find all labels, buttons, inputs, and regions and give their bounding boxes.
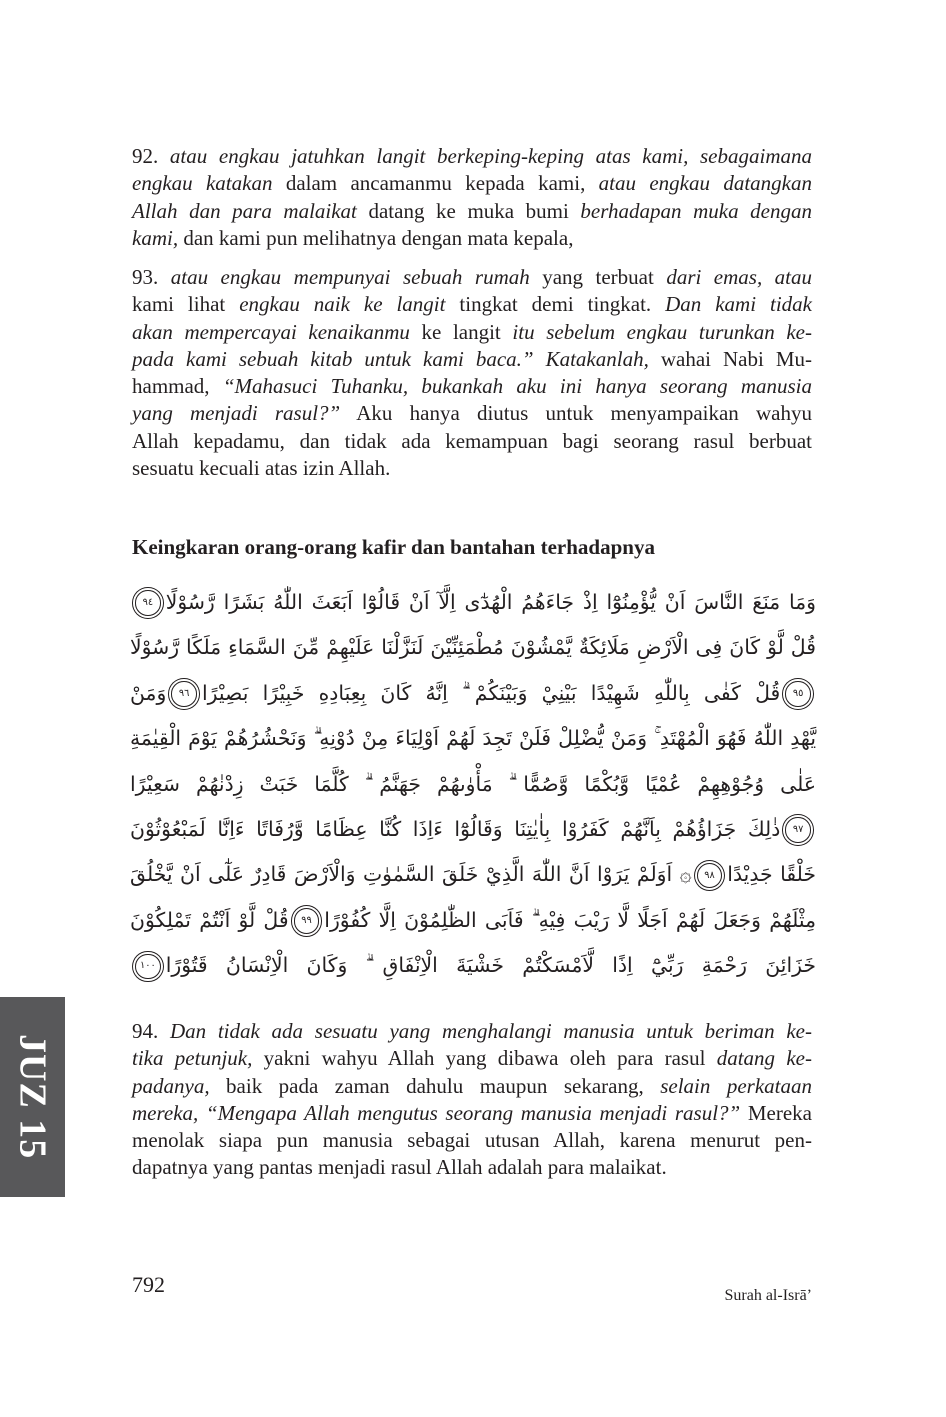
text-line <box>132 170 812 197</box>
text-line <box>132 198 812 225</box>
text: baik pada zaman dahulu maupun sekarang, <box>209 1073 661 1098</box>
arabic-text: قُلْ لَّوْ اَنْتُمْ تَمْلِكُوْنَ <box>130 907 289 932</box>
text-line <box>132 264 812 291</box>
arabic-line <box>130 852 816 897</box>
arabic-line <box>130 807 816 852</box>
italic-text: tika petunjuk, <box>132 1046 253 1071</box>
text-line <box>132 319 812 346</box>
text: ke langit <box>409 319 513 344</box>
text: dan kami pun melihatnya dengan mata kepala, <box>178 225 574 250</box>
arabic-text: عَلٰى وُجُوْهِهِمْ عُمْيًا وَّبُكْمًا وَّصُمًّا ۗ مَأْوٰىهُمْ جَهَنَّمُ ۗ كُلَّمَا خَبَتْ زِدْنٰهُمْ سَعِيْرًا <box>130 771 816 796</box>
arabic-text: قُلْ لَّوْ كَانَ فِى الْاَرْضِ مَلَائِكَةٌ يَّمْشُوْنَ مُطْمَئِنِّيْنَ لَنَزَّلْنَا عَلَيْهِمْ مِّنَ السَّمَاءِ مَلَكًا رَّسُوْلًا <box>130 635 816 660</box>
text: tingkat demi tingkat. <box>445 292 666 317</box>
italic-text: atau engkau mempunyai sebuah rumah <box>170 265 530 289</box>
text-line <box>132 291 812 318</box>
ayah-number: ١٠٠ <box>139 960 156 972</box>
ayah-number: ٩٨ <box>704 869 715 881</box>
arabic-text: خَزَائِنَ رَحْمَةِ رَبِّيْٓ اِذًا لَّاَمْسَكْتُمْ خَشْيَةَ الْاِنْفَاقِ ۗ وَكَانَ الْاِنْسَانُ قَتُوْرًا <box>165 953 816 978</box>
italic-text: dari emas, atau <box>666 265 813 289</box>
text: yang terbuat <box>529 265 667 289</box>
arabic-text: قُلْ كَفٰى بِاللّٰهِ شَهِيْدًا بَيْنِيْ وَبَيْنَكُمْ ۗ اِنَّهُ كَانَ بِعِبَادِهِ خَبِيْرًا بَصِيْرًا <box>201 680 781 705</box>
arabic-line <box>130 762 816 807</box>
arabic-line <box>130 716 816 761</box>
arabic-line <box>130 625 816 670</box>
text: sesuatu kecuali atas izin Allah. <box>132 456 391 481</box>
arabic-line <box>130 580 816 625</box>
translation-verse-94 <box>132 1018 812 1182</box>
italic-text: Dan kami tidak <box>665 292 812 317</box>
arabic-text: ۞ اَوَلَمْ يَرَوْا اَنَّ اللّٰهَ الَّذِيْ خَلَقَ السَّمٰوٰتِ وَالْاَرْضَ قَادِرٌ عَلٰٓى اَنْ يَّخْلُقَ <box>130 862 692 887</box>
italic-text: berhadapan muka dengan <box>580 198 812 223</box>
text: dapatnya yang pantas menjadi rasul Allah adalah para malaikat. <box>132 1155 667 1180</box>
page-number: 792 <box>132 1272 165 1297</box>
ayah-number: ٩٧ <box>792 824 804 836</box>
italic-text: engkau naik ke langit <box>239 292 446 317</box>
text-line <box>132 400 812 427</box>
italic-text: akan mempercayai kenaikanmu <box>132 319 410 344</box>
text: dalam ancamanmu kepada kami, <box>272 171 599 196</box>
text-line <box>132 1018 812 1045</box>
text: Aku hanya diutus untuk menyampaikan wahyu <box>340 401 812 426</box>
italic-text: padanya, <box>132 1073 210 1098</box>
text: Allah kepadamu, dan tidak ada kemampuan bagi seorang rasul berbuat <box>132 428 812 453</box>
ayah-number: ٩٩ <box>301 914 312 926</box>
text-line <box>132 346 812 373</box>
text: 93. <box>132 265 171 289</box>
italic-text: “Mahasuci Tuhanku, bukankah aku ini hanya seorang manusia <box>222 374 813 399</box>
ayah-number: ٩٥ <box>792 687 804 699</box>
text: 92. <box>132 144 170 168</box>
arabic-line <box>130 671 816 716</box>
text: hammad, <box>132 374 223 399</box>
ayah-marker <box>171 681 197 707</box>
ayah-marker <box>785 681 811 707</box>
ayah-marker <box>697 863 723 889</box>
italic-text: mereka, “Mengapa Allah mengutus seorang manusia menjadi rasul?” <box>132 1100 741 1125</box>
text: datang ke muka bumi <box>356 198 581 223</box>
text-line <box>132 1154 812 1181</box>
text-line <box>132 428 812 455</box>
arabic-text: مِثْلَهُمْ وَجَعَلَ لَهُمْ اَجَلًا لَّا رَيْبَ فِيْهِ ۗ فَاَبَى الظّٰلِمُوْنَ اِلَّا كُفُوْرًا <box>324 907 816 932</box>
ayah-number: ٩٤ <box>142 597 154 609</box>
text-line <box>132 455 812 482</box>
text: menolak siapa pun manusia sebagai utusan Allah, karena menurut pen- <box>132 1128 812 1153</box>
arabic-text: ذٰلِكَ جَزَاؤُهُمْ بِاَنَّهُمْ كَفَرُوْا بِاٰيٰتِنَا وَقَالُوْٓا ءَاِذَا كُنَّا عِظَامًا وَّرُفَاتًا ءَاِنَّا لَمَبْعُوْثُوْنَ <box>130 817 781 842</box>
italic-text: yang menjadi rasul?” <box>132 401 341 426</box>
text: Mereka <box>740 1100 812 1125</box>
text-line <box>132 373 812 400</box>
text: wahai Nabi Mu- <box>648 346 812 371</box>
arabic-verses <box>130 580 816 989</box>
italic-text: engkau katakan <box>132 171 273 196</box>
text: 94. <box>132 1019 170 1043</box>
italic-text: pada kami sebuah kitab untuk kami baca.” Katakanlah, <box>132 346 649 371</box>
ayah-marker <box>135 590 161 616</box>
arabic-text: خَلْقًا جَدِيْدًا <box>727 862 816 887</box>
ayah-marker <box>135 954 161 980</box>
italic-text: atau engkau jatuhkan langit berkeping-keping atas kami, sebagaimana <box>169 144 813 168</box>
ayah-marker <box>785 817 811 843</box>
juz-label: JUZ 15 <box>11 1034 54 1160</box>
italic-text: Dan tidak ada sesuatu yang menghalangi manusia untuk beriman ke- <box>169 1019 812 1043</box>
text-line <box>132 1045 812 1072</box>
text: yakni wahyu Allah yang dibawa oleh para rasul <box>252 1046 717 1071</box>
italic-text: kami, <box>132 225 179 250</box>
text-line <box>132 1100 812 1127</box>
text-line <box>132 1127 812 1154</box>
text-line <box>132 1073 812 1100</box>
arabic-text: يَّهْدِ اللّٰهُ فَهُوَ الْمُهْتَدِ ۚ وَمَنْ يُّضْلِلْ فَلَنْ تَجِدَ لَهُمْ اَوْلِيَاءَ مِنْ دُوْنِهِ ۗ وَنَحْشُرُهُمْ يَوْمَ الْقِيٰمَةِ <box>130 726 816 751</box>
translation-verse-92 <box>132 143 812 252</box>
arabic-text: وَمَنْ <box>130 680 167 705</box>
italic-text: atau engkau datangkan <box>598 171 812 196</box>
italic-text: selain perkataan <box>660 1073 812 1098</box>
text-line <box>132 143 812 170</box>
italic-text: itu sebelum engkau turunkan ke- <box>512 319 812 344</box>
text-line <box>132 225 812 252</box>
ayah-number: ٩٦ <box>178 687 190 699</box>
italic-text: Allah dan para malaikat <box>132 198 357 223</box>
translation-verse-93 <box>132 264 812 482</box>
juz-side-tab <box>0 997 65 1197</box>
arabic-line <box>130 943 816 988</box>
ayah-marker <box>294 908 320 934</box>
arabic-text: وَمَا مَنَعَ النَّاسَ اَنْ يُّؤْمِنُوْٓا اِذْ جَاءَهُمُ الْهُدٰٓى اِلَّآ اَنْ قَالُوْٓا اَبَعَثَ اللّٰهُ بَشَرًا رَّسُوْلًا <box>165 590 816 614</box>
arabic-line <box>130 898 816 943</box>
italic-text: datang ke- <box>716 1046 812 1071</box>
text: kami lihat <box>132 292 240 317</box>
running-footer-surah: Surah al-Isrā’ <box>724 1287 812 1304</box>
section-heading: Keingkaran orang-orang kafir dan bantahan terhadapnya <box>132 535 655 559</box>
